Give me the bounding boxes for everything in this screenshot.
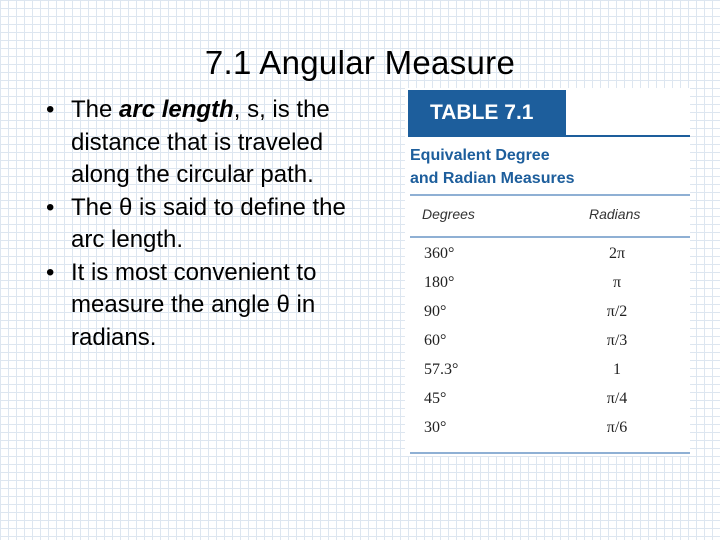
bullet-marker: • bbox=[46, 193, 55, 221]
table-row bbox=[405, 241, 690, 270]
bullet-item bbox=[46, 192, 366, 257]
table-header-rule bbox=[410, 236, 690, 238]
degrees-cell: 45° bbox=[424, 390, 447, 407]
table-row bbox=[405, 357, 690, 386]
radians-cell: π/4 bbox=[606, 390, 628, 407]
bullet-text-prefix: The bbox=[71, 96, 120, 123]
table-figure bbox=[405, 88, 690, 456]
table-row bbox=[405, 386, 690, 415]
table-top-rule bbox=[410, 194, 690, 196]
radians-cell: π/6 bbox=[606, 419, 628, 436]
header-radians: Radians bbox=[589, 206, 641, 222]
table-body bbox=[405, 241, 690, 444]
table-label: TABLE 7.1 bbox=[408, 90, 566, 135]
table-bottom-rule bbox=[410, 452, 690, 454]
table-caption bbox=[410, 144, 685, 190]
table-row bbox=[405, 270, 690, 299]
degrees-cell: 30° bbox=[424, 419, 447, 436]
table-caption-line: Equivalent Degree bbox=[410, 147, 550, 164]
table-caption-line: and Radian Measures bbox=[410, 170, 575, 187]
table-row bbox=[405, 299, 690, 328]
bullet-text: It is most convenient to measure the angle θ in radians. bbox=[71, 258, 317, 351]
radians-cell: π bbox=[612, 274, 622, 291]
degrees-cell: 90° bbox=[424, 303, 447, 320]
radians-cell: π/2 bbox=[606, 303, 628, 320]
degrees-cell: 60° bbox=[424, 332, 447, 349]
bullet-text-suffix: , s, is the distance that is traveled along the circular path. bbox=[71, 96, 330, 188]
degrees-cell: 360° bbox=[424, 245, 455, 262]
table-row bbox=[405, 415, 690, 444]
radians-cell: 2π bbox=[608, 245, 626, 262]
radians-cell: π/3 bbox=[606, 332, 628, 349]
bullet-text: The θ is said to define the arc length. bbox=[71, 193, 346, 253]
bullet-marker: • bbox=[46, 258, 55, 286]
table-label-rule bbox=[408, 135, 690, 137]
degrees-cell: 180° bbox=[424, 274, 455, 291]
table-row bbox=[405, 328, 690, 357]
bullet-item bbox=[46, 94, 366, 192]
bullet-item bbox=[46, 257, 366, 355]
slide-title: 7.1 Angular Measure bbox=[204, 44, 516, 81]
bullet-marker: • bbox=[46, 96, 55, 123]
degrees-cell: 57.3° bbox=[424, 361, 459, 378]
bullet-list bbox=[46, 94, 366, 354]
radians-cell: 1 bbox=[613, 361, 621, 378]
arc-length-term: arc length bbox=[119, 96, 234, 123]
header-degrees: Degrees bbox=[422, 206, 475, 222]
